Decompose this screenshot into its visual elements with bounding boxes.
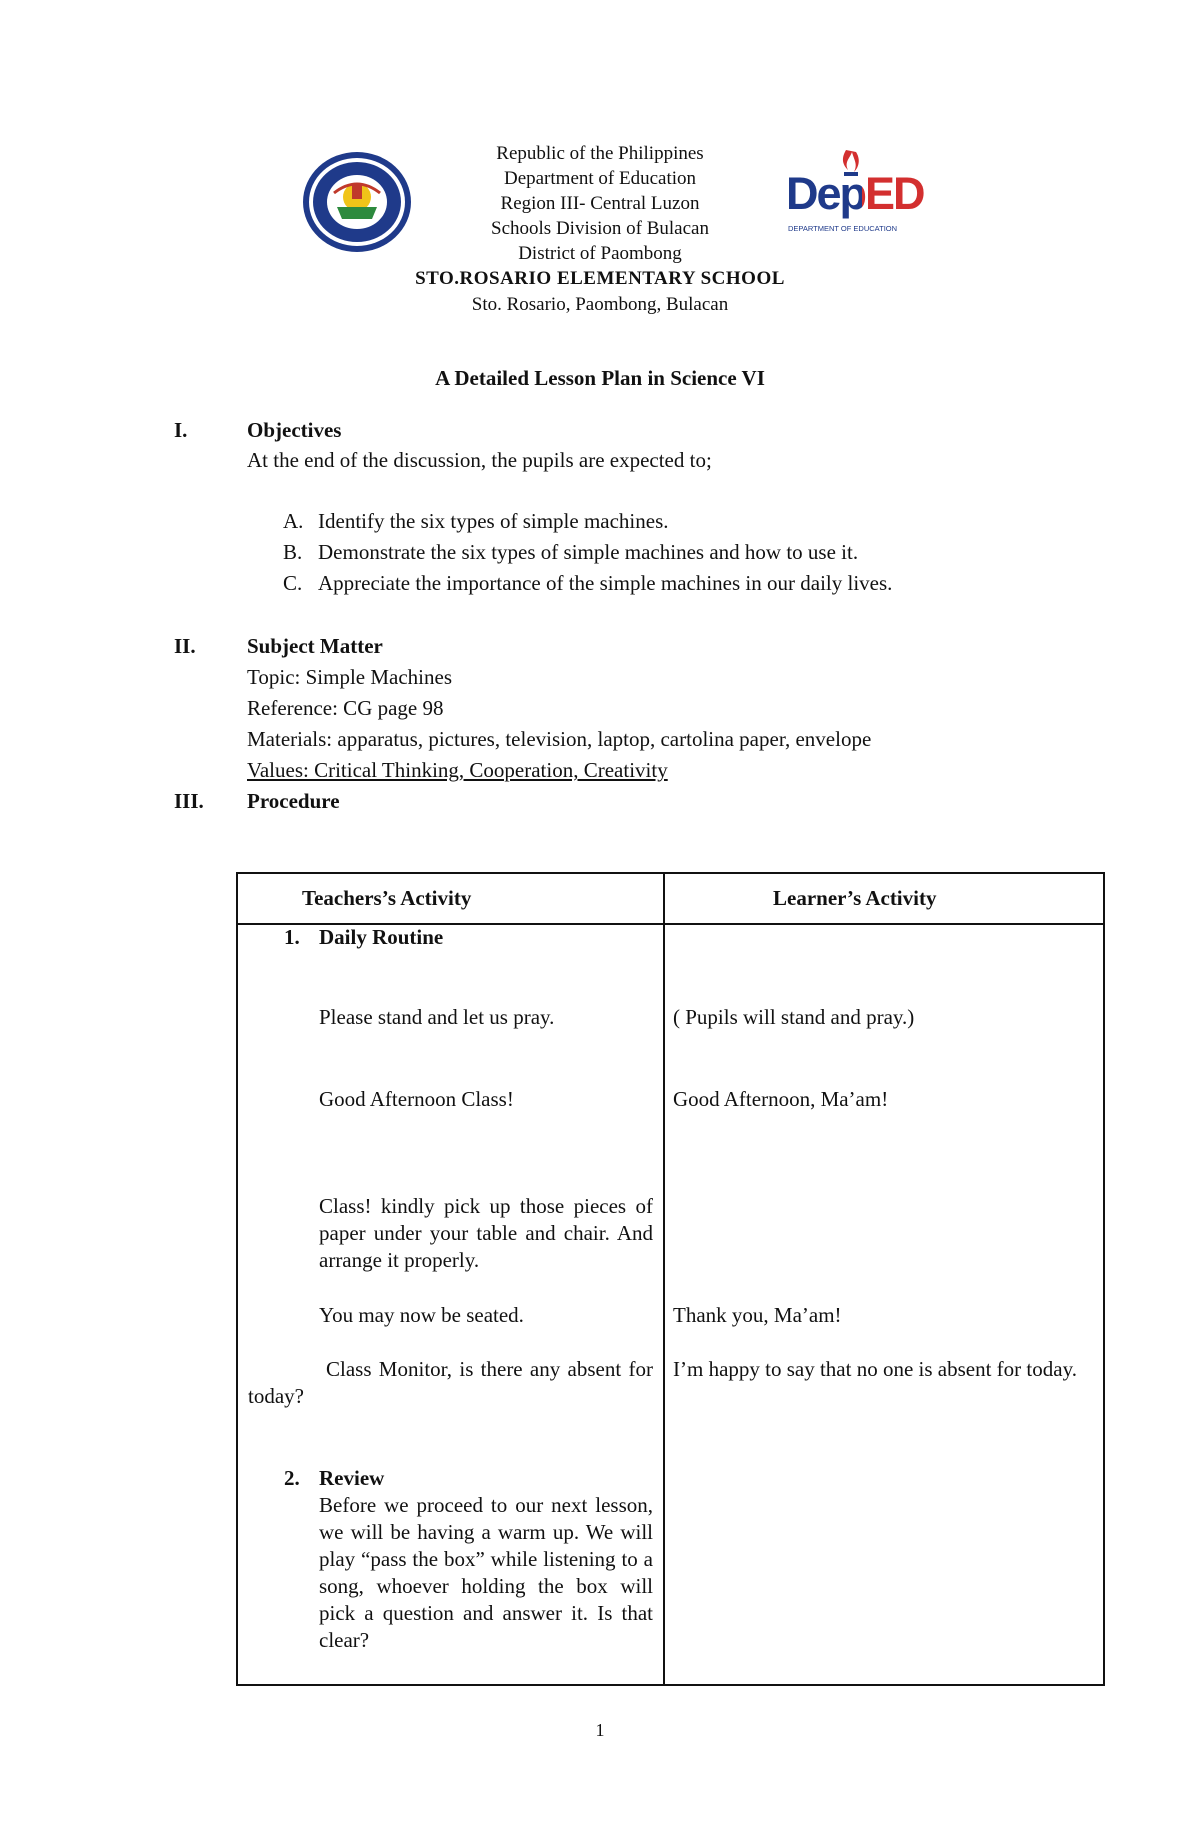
review-instruction: Before we proceed to our next lesson, we will be having a warm up. We will play “pass the box” while listening to a song, whoever holding the box will pick a question and answer it. Is that clear? xyxy=(319,1493,653,1652)
header-line-region: Region III- Central Luzon xyxy=(500,193,700,214)
teacher-activity-header: Teachers’s Activity xyxy=(302,886,472,910)
subject-materials: Materials: apparatus, pictures, television, laptop, cartolina paper, envelope xyxy=(247,727,872,751)
header-line-republic: Republic of the Philippines xyxy=(496,143,704,164)
subject-reference: Reference: CG page 98 xyxy=(247,696,444,720)
section-objectives-number: I. xyxy=(174,418,188,442)
deped-logo-subtext: DEPARTMENT OF EDUCATION xyxy=(788,224,898,233)
section-subject-title: Subject Matter xyxy=(247,634,383,658)
lesson-plan-title: A Detailed Lesson Plan in Science VI xyxy=(435,366,765,390)
daily-routine-title: Daily Routine xyxy=(319,925,444,949)
teacher-pickup-instruction: Class! kindly pick up those pieces of paper under your table and chair. And arrange it properly. xyxy=(319,1194,653,1272)
review-number: 2. xyxy=(284,1466,300,1490)
teacher-seated-line: You may now be seated. xyxy=(319,1303,524,1327)
objective-item: Appreciate the importance of the simple machines in our daily lives. xyxy=(318,571,893,595)
table-column-divider xyxy=(663,874,665,1684)
daily-routine-number: 1. xyxy=(284,925,300,949)
teacher-pray-line: Please stand and let us pray. xyxy=(319,1005,555,1029)
learner-thanks-line: Thank you, Ma’am! xyxy=(673,1303,842,1327)
header-line-division: Schools Division of Bulacan xyxy=(491,218,709,239)
subject-topic: Topic: Simple Machines xyxy=(247,665,452,689)
learner-activity-header: Learner’s Activity xyxy=(773,886,937,910)
section-subject-number: II. xyxy=(174,634,196,658)
objective-item: Demonstrate the six types of simple machines and how to use it. xyxy=(318,540,859,564)
learner-greeting-line: Good Afternoon, Ma’am! xyxy=(673,1087,889,1111)
section-procedure-title: Procedure xyxy=(247,789,340,813)
deped-logo-text: DepED xyxy=(786,168,924,219)
school-address: Sto. Rosario, Paombong, Bulacan xyxy=(471,294,729,315)
teacher-greeting-line: Good Afternoon Class! xyxy=(319,1087,514,1111)
review-title: Review xyxy=(319,1466,385,1490)
objective-letter: B. xyxy=(283,540,303,564)
school-name: STO.ROSARIO ELEMENTARY SCHOOL xyxy=(415,268,785,289)
learner-pray-line: ( Pupils will stand and pray.) xyxy=(673,1005,915,1029)
page-number: 1 xyxy=(595,1720,605,1740)
header-line-department: Department of Education xyxy=(503,168,697,189)
learner-absent-answer: I’m happy to say that no one is absent for today. xyxy=(673,1357,1077,1381)
subject-values: Values: Critical Thinking, Cooperation, Creativity xyxy=(247,758,668,782)
objectives-intro: At the end of the discussion, the pupils are expected to; xyxy=(247,448,712,472)
objective-letter: C. xyxy=(283,571,303,595)
objective-letter: A. xyxy=(283,509,304,533)
objective-item: Identify the six types of simple machines. xyxy=(318,509,669,533)
section-procedure-number: III. xyxy=(174,789,204,813)
header-line-district: District of Paombong xyxy=(518,243,682,264)
activity-table xyxy=(236,872,1105,1686)
section-objectives-title: Objectives xyxy=(247,418,342,442)
teacher-absent-question: Class Monitor, is there any absent for today? xyxy=(248,1357,653,1408)
